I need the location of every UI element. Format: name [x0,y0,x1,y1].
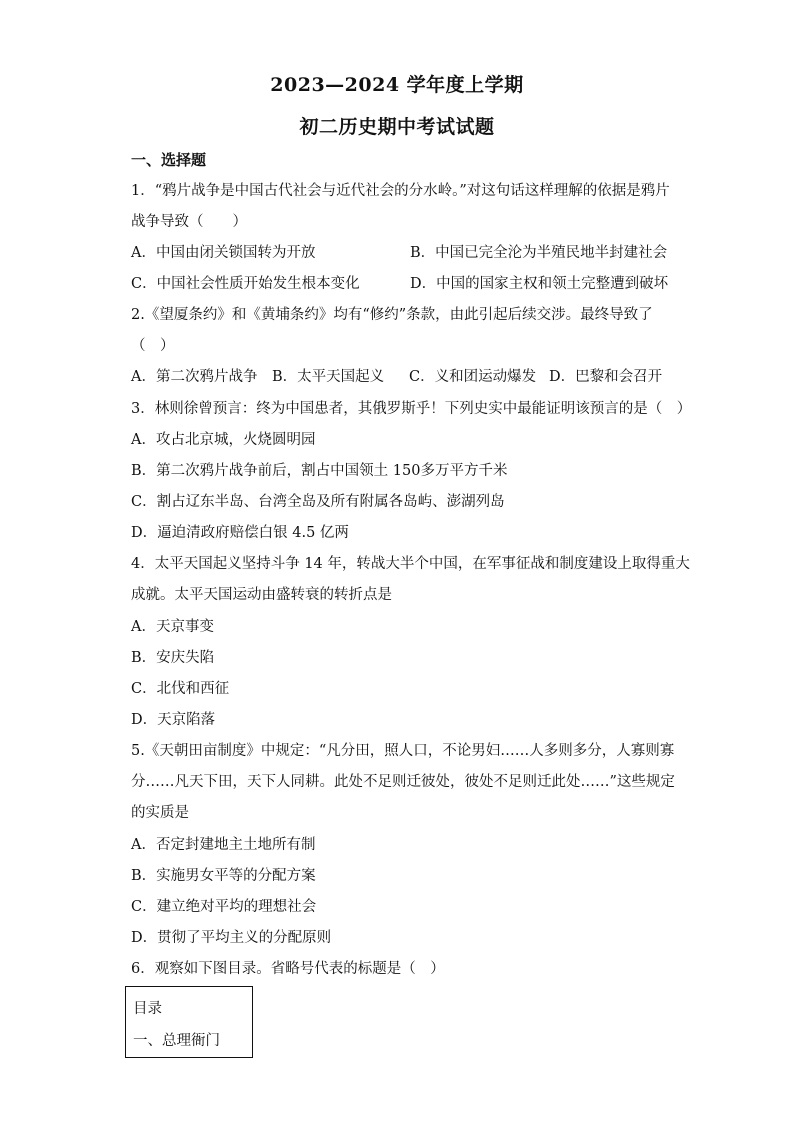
question-5-stem-line2: 分……凡天下田，天下人同耕。此处不足则迁彼处，彼处不足则迁此处……”这些规定 [131,774,675,790]
question-2-option-b: B．太平天国起义 [272,369,385,385]
question-1-option-c: C．中国社会性质开始发生根本变化 [131,276,360,292]
question-5-option-c: C．建立绝对平均的理想社会 [131,899,317,915]
question-5-option-b: B．实施男女平等的分配方案 [131,868,316,884]
question-4-stem-line1: 4．太平天国起义坚持斗争 14 年，转战大半个中国，在军事征战和制度建设上取得重大 [131,556,690,572]
question-1-option-d: D．中国的国家主权和领土完整遭到破坏 [410,276,669,292]
question-5-option-d: D．贯彻了平均主义的分配原则 [131,930,332,946]
question-1-stem-line1: 1．“鸦片战争是中国古代社会与近代社会的分水岭。”对这句话这样理解的依据是鸦片 [131,183,670,199]
question-5-option-a: A．否定封建地主土地所有制 [131,837,316,853]
question-6-stem: 6．观察如下图目录。省略号代表的标题是（ ） [131,961,445,977]
question-5-stem-line1: 5.《天朝田亩制度》中规定：“凡分田，照人口，不论男妇……人多则多分，人寡则寡 [131,743,675,759]
question-4-option-b: B．安庆失陷 [131,650,215,666]
page-title-line2: 初二历史期中考试试题 [299,116,495,138]
question-1-stem-line2: 战争导致（ ） [131,214,247,230]
question-4-option-c: C．北伐和西征 [131,681,230,697]
question-4-stem-line2: 成就。太平天国运动由盛转衰的转折点是 [131,587,392,603]
toc-box [125,986,253,1058]
question-2-option-c: C．义和团运动爆发 [409,369,537,385]
question-1-option-a: A．中国由闭关锁国转为开放 [131,245,316,261]
question-2-stem-line1: 2.《望厦条约》和《黄埔条约》均有“修约”条款，由此引起后续交涉。最终导致了 [131,307,653,323]
question-3-option-d: D．逼迫清政府赔偿白银 4.5 亿两 [131,525,349,541]
question-2-option-a: A．第二次鸦片战争 [131,369,258,385]
question-4-option-d: D．天京陷落 [131,712,216,728]
question-4-option-a: A．天京事变 [131,619,214,635]
toc-item-1: 一、总理衙门 [133,1033,220,1049]
question-3-option-a: A．攻占北京城，火烧圆明园 [131,432,316,448]
question-3-stem: 3．林则徐曾预言：终为中国患者，其俄罗斯乎！下列史实中最能证明该预言的是（ ） [131,401,692,417]
question-5-stem-line3: 的实质是 [131,805,189,821]
page-title-line1: 2023—2024 学年度上学期 [270,74,524,96]
question-1-option-b: B．中国已完全沦为半殖民地半封建社会 [410,245,668,261]
question-3-option-b: B．第二次鸦片战争前后，割占中国领土 150多万平方千米 [131,463,508,479]
toc-heading: 目录 [133,1001,162,1017]
question-3-option-c: C．割占辽东半岛、台湾全岛及所有附属各岛屿、澎湖列岛 [131,494,505,510]
question-2-option-d: D．巴黎和会召开 [549,369,663,385]
question-2-stem-line2: （ ） [131,338,175,354]
section-heading: 一、选择题 [131,151,207,169]
